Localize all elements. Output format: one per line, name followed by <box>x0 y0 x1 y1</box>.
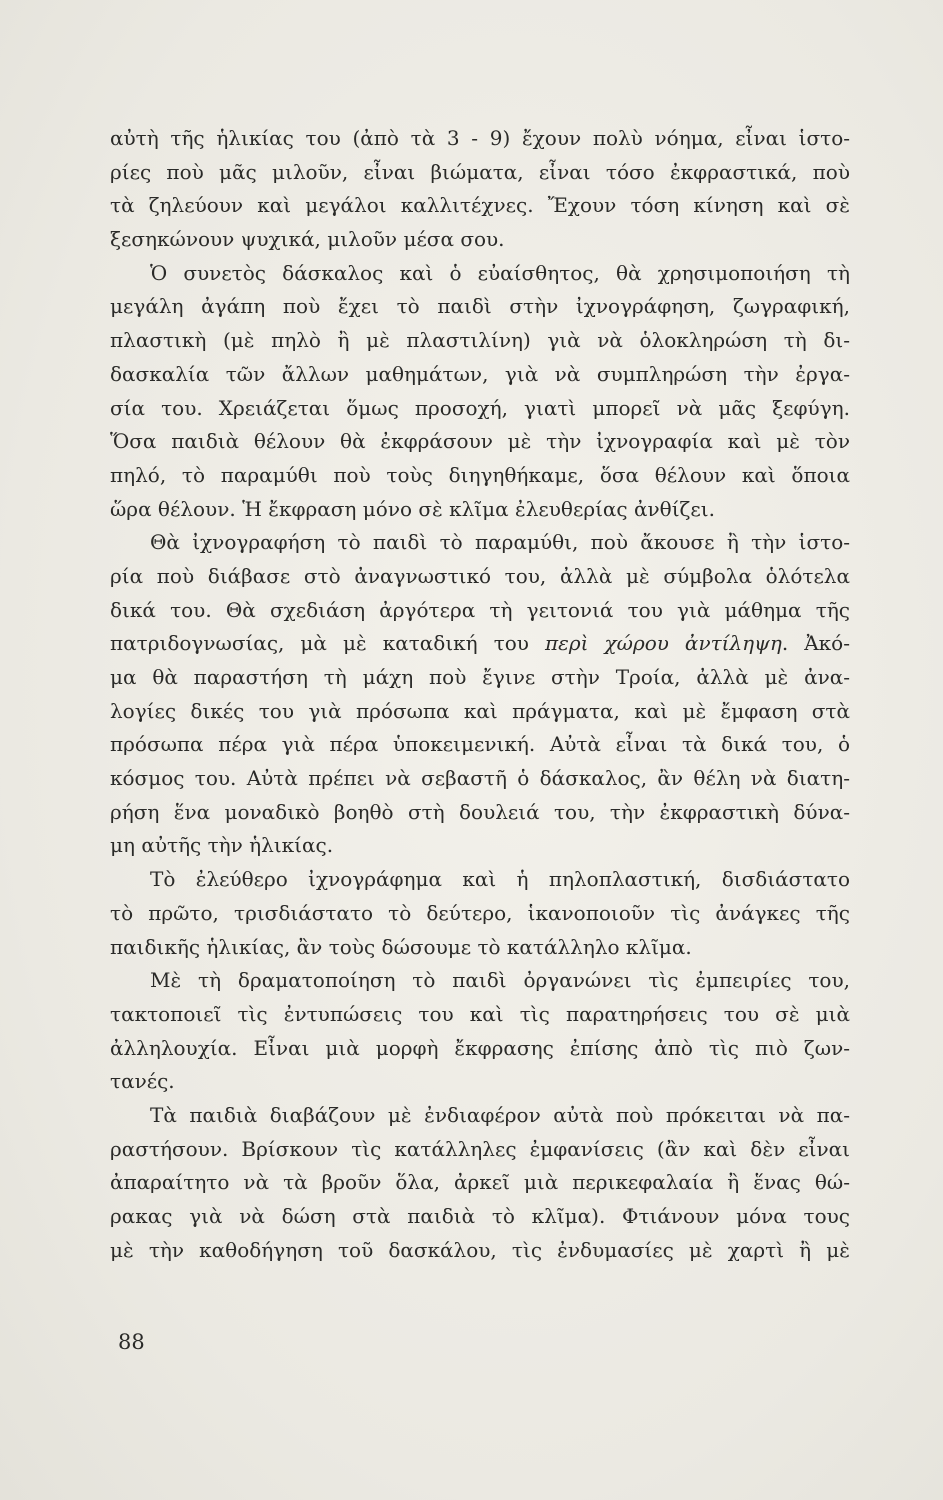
text-line: ρήση ἕνα μοναδικὸ βοηθὸ στὴ δουλειά του, τὴν ἐκφραστικὴ δύνα- <box>110 799 850 824</box>
text-line: ρία ποὺ διάβασε στὸ ἀναγνωστικό του, ἀλλὰ μὲ σύμβολα ὁλότελα <box>110 563 850 588</box>
text-line: ἀλληλουχία. Εἶναι μιὰ μορφὴ ἔκφρασης ἐπίσης ἀπὸ τὶς πιὸ ζων- <box>110 1035 850 1060</box>
text-line: Ὅσα παιδιὰ θέλουν θὰ ἐκφράσουν μὲ τὴν ἰχνογραφία καὶ μὲ τὸν <box>110 429 850 454</box>
text-line: μὲ τὴν καθοδήγηση τοῦ δασκάλου, τὶς ἐνδυμασίες μὲ χαρτὶ ἢ μὲ <box>110 1237 850 1262</box>
text-line: ἀπαραίτητο νὰ τὰ βροῦν ὅλα, ἀρκεῖ μιὰ περικεφαλαία ἢ ἕνας θώ- <box>110 1170 850 1195</box>
text-line: κόσμος του. Αὐτὰ πρέπει νὰ σεβαστῆ ὁ δάσκαλος, ἂν θέλη νὰ διατη- <box>110 766 850 791</box>
text-line: ξεσηκώνουν ψυχικά, μιλοῦν μέσα σου. <box>110 227 505 252</box>
text-line: τανές. <box>110 1069 175 1094</box>
text-line: πρόσωπα πέρα γιὰ πέρα ὑποκειμενική. Αὐτὰ εἶναι τὰ δικά του, ὁ <box>110 732 850 757</box>
text-line: ρίες ποὺ μᾶς μιλοῦν, εἶναι βιώματα, εἶναι τόσο ἐκφραστικά, ποὺ <box>110 159 850 184</box>
text-line: Μὲ τὴ δραματοποίηση τὸ παιδὶ ὀργανώνει τὶς ἐμπειρίες του, <box>150 968 850 993</box>
text-line: ρακας γιὰ νὰ δώση στὰ παιδιὰ τὸ κλῖμα). Φτιάνουν μόνα τους <box>110 1204 850 1228</box>
body-text <box>110 126 850 1271</box>
text-line: πηλό, τὸ παραμύθι ποὺ τοὺς διηγηθήκαμε, ὅσα θέλουν καὶ ὅποια <box>110 462 850 487</box>
text-line: ραστήσουν. Βρίσκουν τὶς κατάλληλες ἐμφανίσεις (ἂν καὶ δὲν εἶναι <box>110 1136 850 1161</box>
text-line: μεγάλη ἀγάπη ποὺ ἔχει τὸ παιδὶ στὴν ἰχνογράφηση, ζωγραφική, <box>110 294 850 319</box>
italic-phrase: περὶ χώρου ἀντίληψη <box>545 631 782 656</box>
text-line: παιδικῆς ἡλικίας, ἂν τοὺς δώσουμε τὸ κατάλληλο κλῖμα. <box>110 934 692 959</box>
text-line: μη αὐτῆς τὴν ἡλικίας. <box>110 833 334 858</box>
text-line: λογίες δικές του γιὰ πρόσωπα καὶ πράγματα, καὶ μὲ ἔμφαση στὰ <box>110 698 850 723</box>
text-line: ὥρα θέλουν. Ἡ ἔκφραση μόνο σὲ κλῖμα ἐλευθερίας ἀνθίζει. <box>110 496 715 521</box>
text-line: πλαστικὴ (μὲ πηλὸ ἢ μὲ πλαστιλίνη) γιὰ νὰ ὁλοκληρώση τὴ δι- <box>110 328 850 353</box>
text-line: τακτοποιεῖ τὶς ἐντυπώσεις του καὶ τὶς παρατηρήσεις του σὲ μιὰ <box>110 1001 850 1026</box>
text-line: σία του. Χρειάζεται ὅμως προσοχή, γιατὶ μπορεῖ νὰ μᾶς ξεφύγη. <box>110 395 850 420</box>
text-line: πατριδογνωσίας, μὰ μὲ καταδική του περὶ χώρου ἀντίληψη. Ἀκό- <box>110 631 850 656</box>
text-line: τὰ ζηλεύουν καὶ μεγάλοι καλλιτέχνες. Ἔχουν τόση κίνηση καὶ σὲ <box>110 193 850 218</box>
text-line: Θὰ ἰχνογραφήση τὸ παιδὶ τὸ παραμύθι, ποὺ ἄκουσε ἢ τὴν ἱστο- <box>150 530 850 555</box>
text-line: Τὰ παιδιὰ διαβάζουν μὲ ἐνδιαφέρον αὐτὰ ποὺ πρόκειται νὰ πα- <box>150 1102 850 1127</box>
text-line: δασκαλία τῶν ἄλλων μαθημάτων, γιὰ νὰ συμπληρώση τὴν ἐργα- <box>110 361 850 386</box>
page-number: 88 <box>118 1330 145 1354</box>
text-line: αὐτὴ τῆς ἡλικίας του (ἀπὸ τὰ 3 - 9) ἔχουν πολὺ νόημα, εἶναι ἱστο- <box>110 126 850 150</box>
text-line: μα θὰ παραστήση τὴ μάχη ποὺ ἔγινε στὴν Τροία, ἀλλὰ μὲ ἀνα- <box>110 665 850 689</box>
text-line: Ὁ συνετὸς δάσκαλος καὶ ὁ εὐαίσθητος, θὰ χρησιμοποιήση τὴ <box>150 260 850 285</box>
text-line: Τὸ ἐλεύθερο ἰχνογράφημα καὶ ἡ πηλοπλαστική, δισδιάστατο <box>150 867 850 892</box>
text-line: τὸ πρῶτο, τρισδιάστατο τὸ δεύτερο, ἱκανοποιοῦν τὶς ἀνάγκες τῆς <box>110 900 850 925</box>
text-line: δικά του. Θὰ σχεδιάση ἀργότερα τὴ γειτονιά του γιὰ μάθημα τῆς <box>110 597 850 622</box>
